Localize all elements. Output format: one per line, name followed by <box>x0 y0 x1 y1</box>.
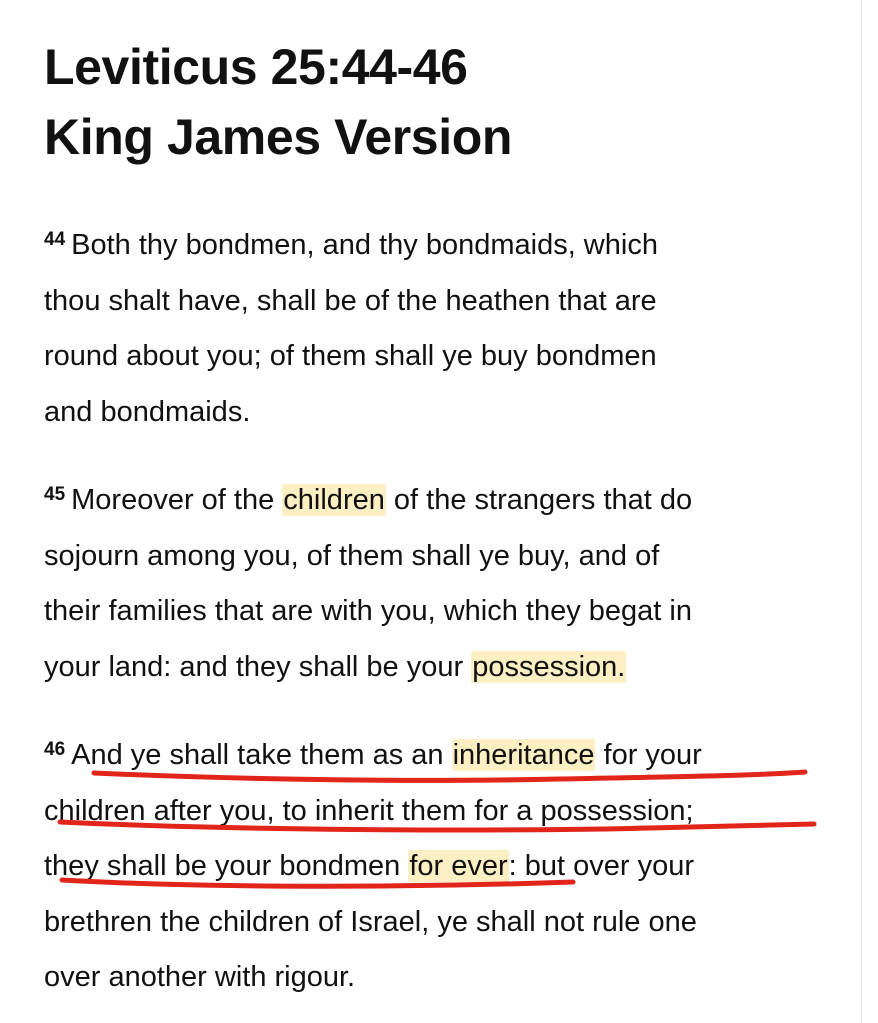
verse-line <box>44 467 844 529</box>
verse-text: Moreover of the <box>71 484 283 516</box>
verse-45 <box>44 467 844 695</box>
verse-text: sojourn among you, of them shall ye buy, and of <box>44 539 660 572</box>
verse-text: And ye shall take them as an <box>71 739 452 771</box>
verse-text: children after you, to inherit them for a possession; <box>44 794 694 827</box>
verse-line <box>44 839 844 895</box>
verse-line <box>44 895 844 951</box>
verse-text: thou shalt have, shall be of the heathen that are <box>44 284 657 317</box>
verse-line <box>44 274 844 330</box>
verse-number: 45 <box>44 484 66 505</box>
bible-version: King James Version <box>44 109 512 165</box>
verse-number: 44 <box>44 229 66 250</box>
verse-line <box>44 385 844 441</box>
verse-text: your land: and they shall be your <box>44 650 472 683</box>
verse-text: for your <box>595 739 702 771</box>
verse-text: over another with rigour. <box>44 961 356 993</box>
highlighted-word: inheritance <box>452 739 595 771</box>
verse-line <box>44 529 844 585</box>
passage-reference: Leviticus 25:44-46 <box>44 39 468 95</box>
verse-text: round about you; of them shall ye buy bondmen <box>44 340 657 372</box>
verse-text: they shall be your bondmen <box>44 850 409 882</box>
highlighted-word: children <box>283 484 385 516</box>
verse-text: their families that are with you, which they begat in <box>44 595 692 627</box>
verse-line <box>44 784 844 840</box>
verse-44 <box>44 212 844 440</box>
verse-text: Both thy bondmen, and thy bondmaids, which <box>71 229 658 261</box>
verse-46 <box>44 722 844 1006</box>
verse-line <box>44 722 844 784</box>
verse-text: brethren the children of Israel, ye shall not rule one <box>44 905 697 938</box>
verse-line <box>44 640 844 696</box>
verse-line <box>44 950 844 1006</box>
highlighted-word: possession. <box>472 650 626 683</box>
passage-title <box>44 32 512 172</box>
verse-line <box>44 584 844 640</box>
highlighted-word: for ever <box>409 850 508 882</box>
verse-line <box>44 329 844 385</box>
page-edge-divider <box>861 0 862 1023</box>
verse-number: 46 <box>44 739 66 760</box>
verse-text: of the strangers that do <box>385 484 693 516</box>
verse-line <box>44 212 844 274</box>
verse-text: and bondmaids. <box>44 395 251 428</box>
verse-text: : but over your <box>508 850 695 882</box>
